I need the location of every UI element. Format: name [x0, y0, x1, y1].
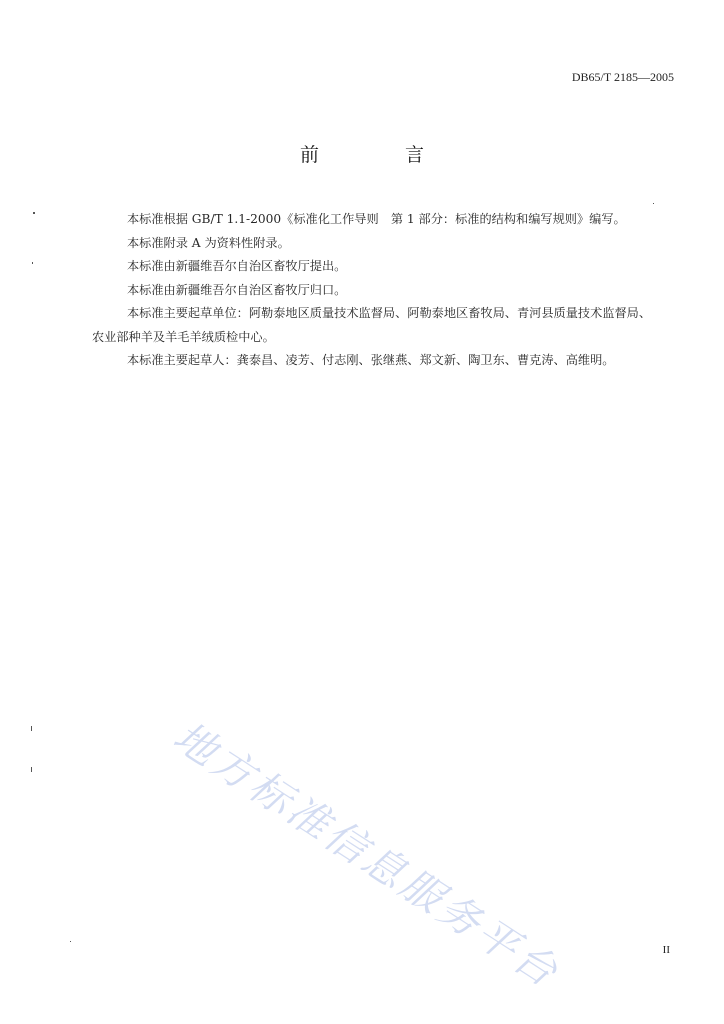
scan-speck [70, 941, 71, 942]
paragraph-proposed-by: 本标准由新疆维吾尔自治区畜牧厅提出。 [127, 259, 347, 273]
paragraph-drafting-basis: 本标准根据 GB/T 1.1-2000《标准化工作导则 第 1 部分：标准的结构和编写规则》编写。 [127, 212, 626, 226]
standard-number: DB65/T 2185—2005 [571, 70, 674, 84]
paragraph-under-jurisdiction: 本标准由新疆维吾尔自治区畜牧厅归口。 [127, 282, 347, 297]
scan-speck [31, 726, 32, 731]
page-number: II [662, 944, 670, 956]
preface-body [92, 208, 692, 373]
scan-speck [33, 212, 35, 214]
scan-speck [653, 203, 654, 204]
scan-speck [31, 767, 32, 772]
scan-speck [32, 262, 33, 264]
paragraph-drafting-units: 本标准主要起草单位：阿勒泰地区质量技术监督局、阿勒泰地区畜牧局、青河县质量技术监督局、 [127, 306, 652, 320]
watermark: 地方标准信息服务平台 [165, 712, 569, 998]
paragraph-appendix: 本标准附录 A 为资料性附录。 [127, 235, 290, 250]
paragraph-drafters: 本标准主要起草人：龚泰昌、凌芳、付志刚、张继燕、郑文新、陶卫东、曹克涛、高维明。 [127, 353, 615, 367]
paragraph-drafting-units-cont: 农业部种羊及羊毛羊绒质检中心。 [92, 329, 275, 344]
page-title: 前 言 [299, 144, 465, 166]
